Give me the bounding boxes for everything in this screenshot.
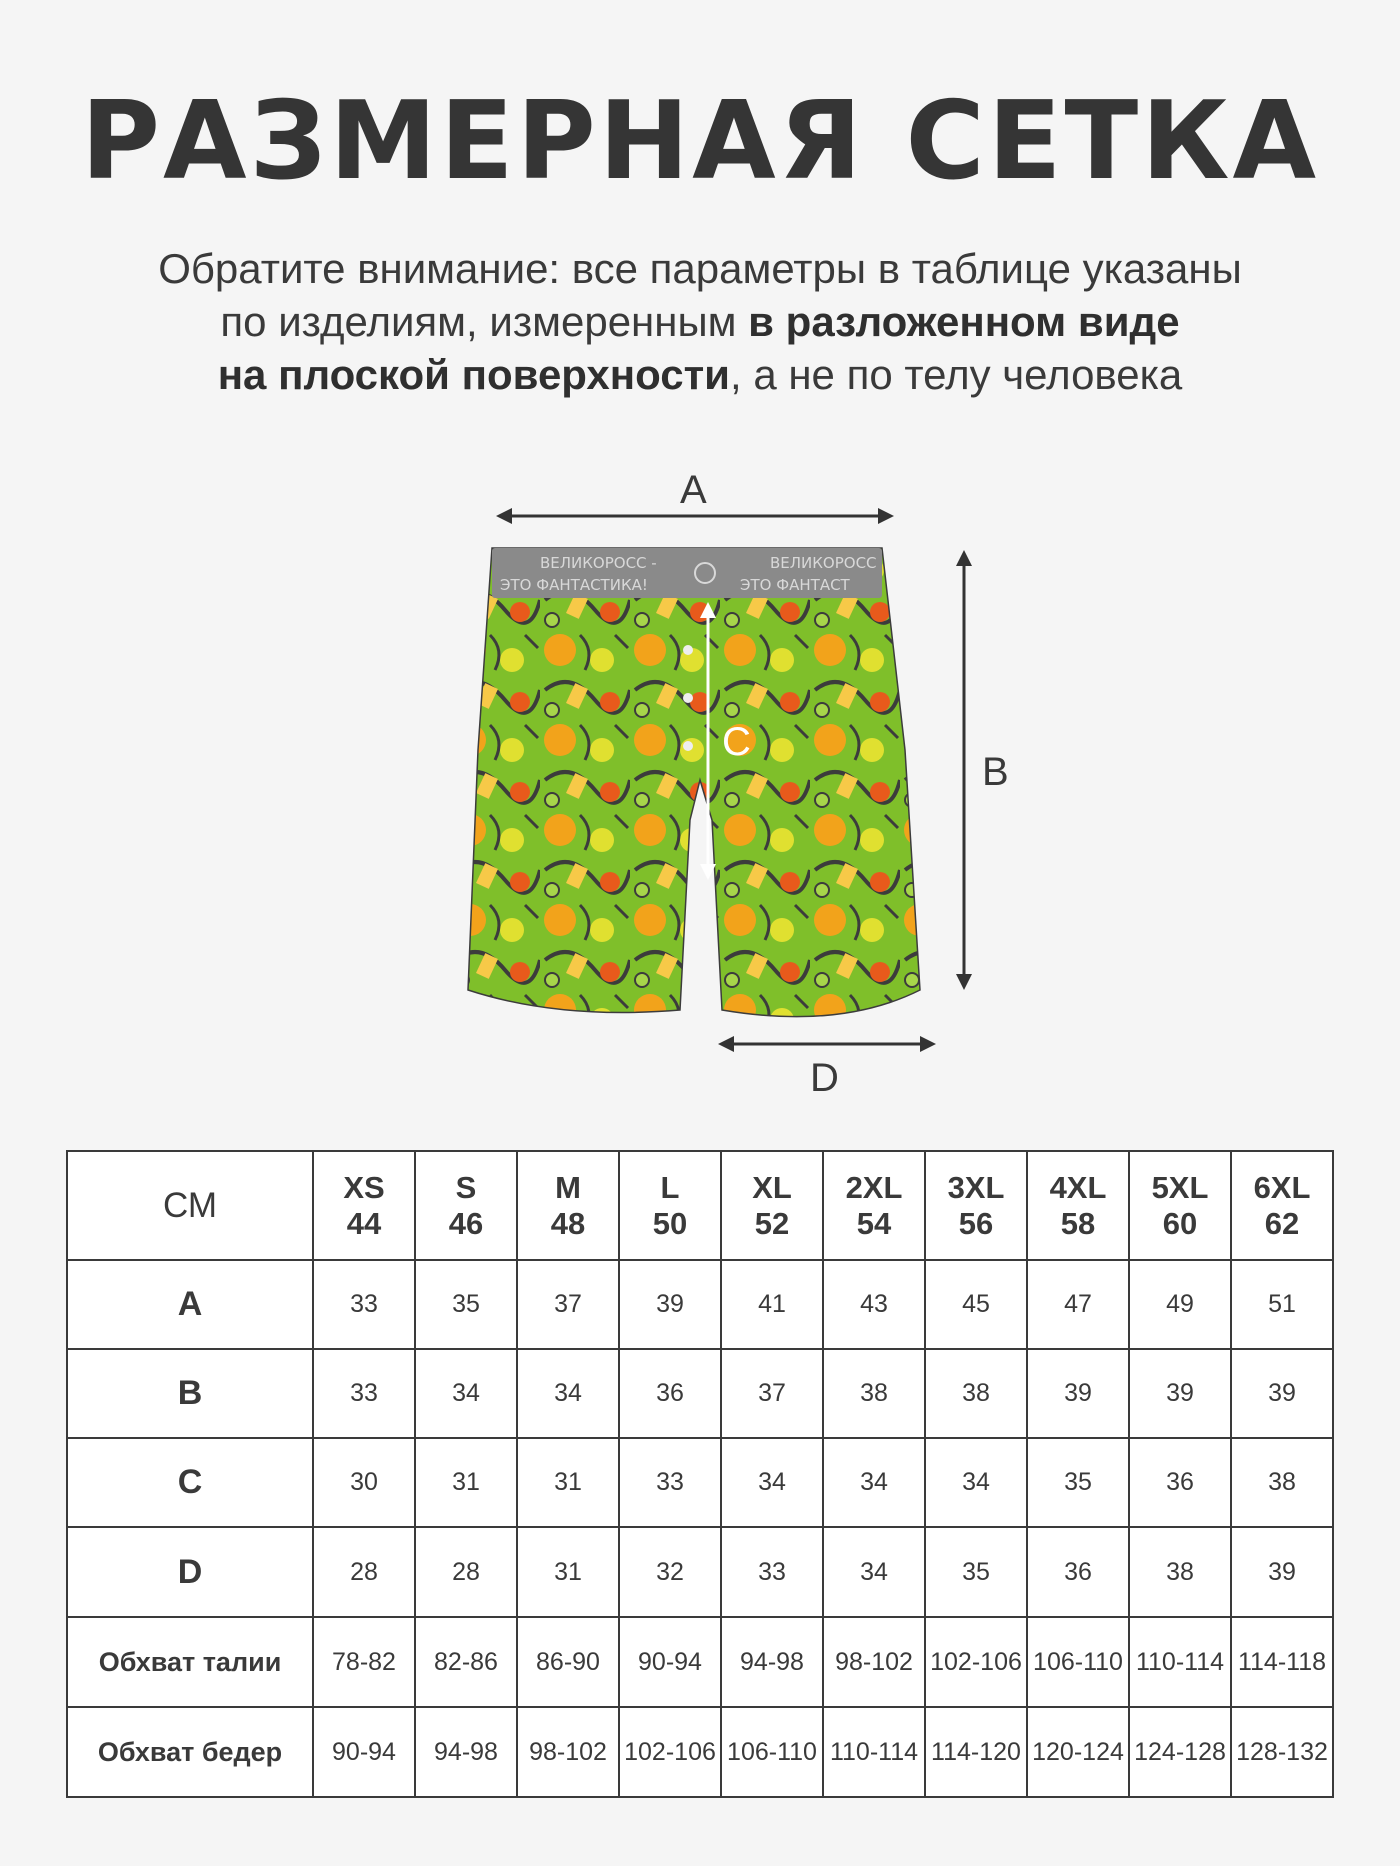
row-label: Обхват талии — [67, 1617, 313, 1707]
waistband-text: ВЕЛИКОРОСС — [770, 554, 877, 572]
table-cell: 32 — [619, 1527, 721, 1617]
table-cell: 98-102 — [517, 1707, 619, 1797]
table-cell: 38 — [925, 1349, 1027, 1438]
table-cell: 31 — [517, 1438, 619, 1527]
table-cell: 98-102 — [823, 1617, 925, 1707]
table-cell: 39 — [1129, 1349, 1231, 1438]
table-cell: 114-118 — [1231, 1617, 1333, 1707]
table-cell: 90-94 — [313, 1707, 415, 1797]
note-line-3-bold: на плоской поверхности — [217, 351, 730, 398]
table-cell: 34 — [517, 1349, 619, 1438]
size-header: M 48 — [517, 1151, 619, 1260]
button-icon — [683, 741, 693, 751]
table-row — [67, 1617, 1333, 1707]
table-cell: 106-110 — [1027, 1617, 1129, 1707]
table-row — [67, 1527, 1333, 1617]
table-cell: 124-128 — [1129, 1707, 1231, 1797]
table-cell: 37 — [517, 1260, 619, 1349]
table-cell: 78-82 — [313, 1617, 415, 1707]
table-cell: 36 — [1027, 1527, 1129, 1617]
size-header: L 50 — [619, 1151, 721, 1260]
table-cell: 34 — [925, 1438, 1027, 1527]
waistband-text: ЭТО ФАНТАСТ — [740, 576, 850, 594]
table-cell: 38 — [1129, 1527, 1231, 1617]
button-icon — [683, 645, 693, 655]
table-cell: 30 — [313, 1438, 415, 1527]
table-cell: 31 — [517, 1527, 619, 1617]
table-cell: 34 — [823, 1438, 925, 1527]
table-cell: 33 — [619, 1438, 721, 1527]
note-line-2-bold: в разложенном виде — [748, 298, 1180, 345]
size-header: S 46 — [415, 1151, 517, 1260]
note-line-1: Обратите внимание: все параметры в таблице указаны — [158, 245, 1242, 292]
unit-header: СМ — [67, 1151, 313, 1260]
size-header: 3XL 56 — [925, 1151, 1027, 1260]
table-cell: 37 — [721, 1349, 823, 1438]
waistband-text: ЭТО ФАНТАСТИКА! — [500, 576, 648, 594]
dimension-label-b: B — [982, 750, 1009, 794]
table-cell: 34 — [823, 1527, 925, 1617]
table-cell: 31 — [415, 1438, 517, 1527]
dimension-label-d: D — [810, 1056, 839, 1100]
table-cell: 128-132 — [1231, 1707, 1333, 1797]
table-cell: 106-110 — [721, 1707, 823, 1797]
size-header: 5XL 60 — [1129, 1151, 1231, 1260]
table-cell: 28 — [415, 1527, 517, 1617]
page-title: РАЗМЕРНАЯ СЕТКА — [80, 79, 1320, 204]
waistband-text: ВЕЛИКОРОСС - — [540, 554, 657, 572]
button-icon — [683, 693, 693, 703]
table-cell: 33 — [721, 1527, 823, 1617]
table-header-row — [67, 1151, 1333, 1260]
size-header: 2XL 54 — [823, 1151, 925, 1260]
table-cell: 102-106 — [619, 1707, 721, 1797]
table-cell: 94-98 — [721, 1617, 823, 1707]
table-cell: 110-114 — [823, 1707, 925, 1797]
row-label: D — [67, 1527, 313, 1617]
table-cell: 49 — [1129, 1260, 1231, 1349]
note-line-3-regular: , а не по телу человека — [729, 351, 1183, 398]
table-cell: 43 — [823, 1260, 925, 1349]
table-cell: 45 — [925, 1260, 1027, 1349]
dimension-arrow-d — [718, 1036, 936, 1052]
table-cell: 94-98 — [415, 1707, 517, 1797]
table-cell: 51 — [1231, 1260, 1333, 1349]
size-header: 6XL 62 — [1231, 1151, 1333, 1260]
size-header: XL 52 — [721, 1151, 823, 1260]
table-cell: 110-114 — [1129, 1617, 1231, 1707]
table-cell: 39 — [1231, 1349, 1333, 1438]
row-label: C — [67, 1438, 313, 1527]
table-row — [67, 1707, 1333, 1797]
table-cell: 86-90 — [517, 1617, 619, 1707]
table-cell: 35 — [1027, 1438, 1129, 1527]
table-cell: 38 — [823, 1349, 925, 1438]
dimension-label-a: A — [680, 468, 707, 512]
measurement-note — [0, 242, 1400, 401]
row-label: A — [67, 1260, 313, 1349]
table-cell: 39 — [619, 1260, 721, 1349]
table-cell: 41 — [721, 1260, 823, 1349]
shorts-illustration — [0, 450, 1400, 1100]
size-header: 4XL 58 — [1027, 1151, 1129, 1260]
table-cell: 28 — [313, 1527, 415, 1617]
table-row — [67, 1260, 1333, 1349]
table-cell: 36 — [619, 1349, 721, 1438]
shorts-pattern — [440, 540, 940, 1040]
table-cell: 47 — [1027, 1260, 1129, 1349]
size-chart-table — [66, 1150, 1334, 1798]
row-label: Обхват бедер — [67, 1707, 313, 1797]
table-row — [67, 1438, 1333, 1527]
table-cell: 33 — [313, 1349, 415, 1438]
table-cell: 39 — [1027, 1349, 1129, 1438]
table-cell: 102-106 — [925, 1617, 1027, 1707]
table-cell: 38 — [1231, 1438, 1333, 1527]
note-line-2-regular: по изделиям, измеренным — [220, 298, 749, 345]
table-cell: 35 — [415, 1260, 517, 1349]
table-cell: 114-120 — [925, 1707, 1027, 1797]
table-cell: 82-86 — [415, 1617, 517, 1707]
table-cell: 120-124 — [1027, 1707, 1129, 1797]
dimension-arrow-b — [956, 550, 972, 990]
table-cell: 39 — [1231, 1527, 1333, 1617]
table-cell: 34 — [721, 1438, 823, 1527]
row-label: B — [67, 1349, 313, 1438]
size-header: XS 44 — [313, 1151, 415, 1260]
table-cell: 35 — [925, 1527, 1027, 1617]
table-cell: 34 — [415, 1349, 517, 1438]
dimension-label-c: C — [722, 720, 751, 764]
table-cell: 36 — [1129, 1438, 1231, 1527]
table-cell: 90-94 — [619, 1617, 721, 1707]
shorts-diagram — [0, 450, 1400, 1100]
table-cell: 33 — [313, 1260, 415, 1349]
table-row — [67, 1349, 1333, 1438]
